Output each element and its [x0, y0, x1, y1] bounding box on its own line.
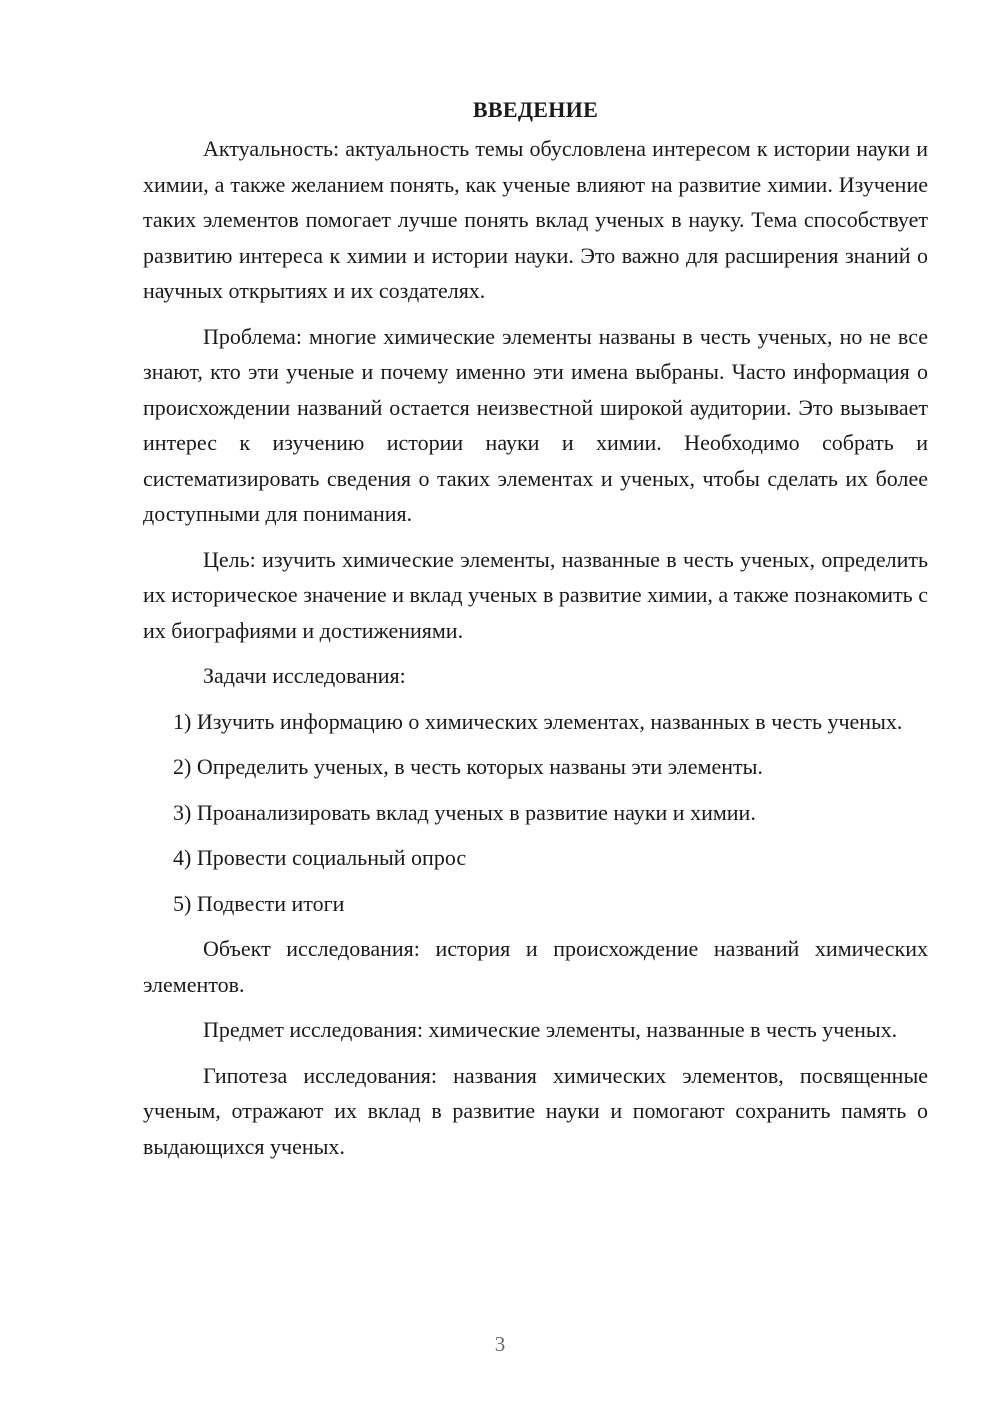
- document-page: [143, 95, 928, 1174]
- problem-paragraph: Проблема: многие химические элементы названы в честь ученых, но не все знают, кто эти ученые и почему именно эти имена выбраны. Часто информация о происхождении названий остается неизвестной широкой аудитории. Это вызывает интерес к изучению истории науки и химии. Необходимо собрать и систематизировать сведения о таких элементах и ученых, чтобы сделать их более доступными для понимания.: [143, 323, 928, 526]
- task-item-5: 5) Подвести итоги: [173, 890, 345, 916]
- relevance-paragraph: Актуальность: актуальность темы обусловлена интересом к истории науки и химии, а также желанием понять, как ученые влияют на развитие химии. Изучение таких элементов помогает лучше понять вклад ученых в науку. Тема способствует развитию интереса к химии и истории науки. Это важно для расширения знаний о научных открытиях и их создателях.: [143, 136, 928, 303]
- hypothesis-paragraph: Гипотеза исследования: названия химических элементов, посвященные ученым, отражают их вклад в развитие науки и помогают сохранить память о выдающихся ученых.: [143, 1062, 928, 1159]
- page-title: ВВЕДЕНИЕ: [472, 97, 599, 122]
- goal-paragraph: Цель: изучить химические элементы, названные в честь ученых, определить их историческое значение и вклад ученых в развитие химии, а также познакомить с их биографиями и достижениями.: [143, 546, 928, 643]
- subject-paragraph: Предмет исследования: химические элементы, названные в честь ученых.: [203, 1017, 898, 1042]
- task-item-1: 1) Изучить информацию о химических элементах, названных в честь ученых.: [173, 708, 903, 734]
- page-number: 3: [494, 1332, 506, 1356]
- object-paragraph: Объект исследования: история и происхождение названий химических элементов.: [143, 936, 928, 997]
- tasks-heading: Задачи исследования:: [203, 663, 406, 688]
- task-item-2: 2) Определить ученых, в честь которых названы эти элементы.: [173, 754, 763, 779]
- task-item-3: 3) Проанализировать вклад ученых в развитие науки и химии.: [173, 799, 756, 825]
- task-item-4: 4) Провести социальный опрос: [173, 845, 467, 870]
